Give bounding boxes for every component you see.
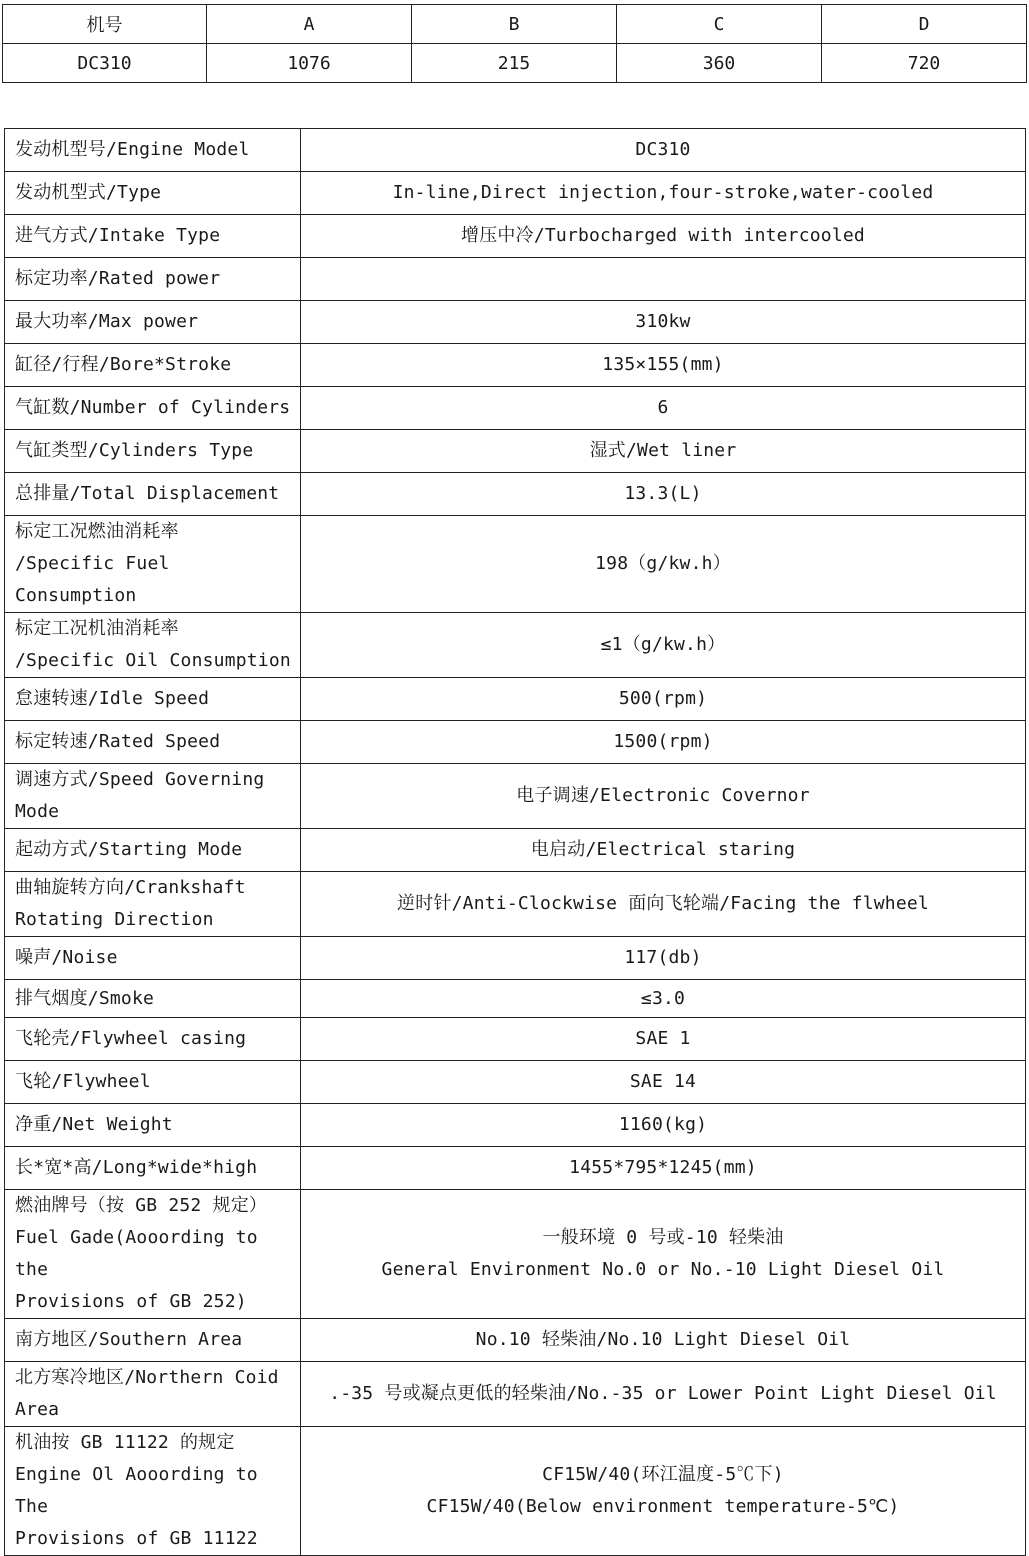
spec-row [5,344,1026,387]
spec-row [5,1427,1026,1556]
spec-label: 标定转速/Rated Speed [5,721,301,764]
spec-row [5,1362,1026,1427]
dimension-value-row [3,44,1027,83]
dimension-header-cell: B [412,5,617,44]
spec-label: 长*宽*高/Long*wide*high [5,1147,301,1190]
spec-row [5,613,1026,678]
spec-row [5,1147,1026,1190]
spec-value: 117(db) [301,937,1026,980]
dimension-header-cell: A [207,5,412,44]
spec-value: 500(rpm) [301,678,1026,721]
spec-label: 噪声/Noise [5,937,301,980]
dimension-value-cell: 1076 [207,44,412,83]
dimension-table [2,4,1027,83]
spec-label: 排气烟度/Smoke [5,980,301,1018]
spec-value: 增压中冷/Turbocharged with intercooled [301,215,1026,258]
spec-row [5,516,1026,613]
spec-value: 13.3(L) [301,473,1026,516]
spec-row [5,872,1026,937]
spec-label: 飞轮壳/Flywheel casing [5,1018,301,1061]
spec-label: 标定工况机油消耗率 /Specific Oil Consumption [5,613,301,678]
spec-value: No.10 轻柴油/No.10 Light Diesel Oil [301,1319,1026,1362]
spec-label: 气缸数/Number of Cylinders [5,387,301,430]
spec-row [5,258,1026,301]
spec-label: 气缸类型/Cylinders Type [5,430,301,473]
spec-row [5,1018,1026,1061]
spec-value: 1455*795*1245(mm) [301,1147,1026,1190]
spec-table-body [5,129,1026,1556]
spec-row [5,387,1026,430]
spec-value: 电子调速/Electronic Covernor [301,764,1026,829]
spec-label: 曲轴旋转方向/Crankshaft Rotating Direction [5,872,301,937]
spec-value: SAE 1 [301,1018,1026,1061]
spec-value: 1160(kg) [301,1104,1026,1147]
spec-label: 发动机型号/Engine Model [5,129,301,172]
spec-row [5,473,1026,516]
spec-row [5,980,1026,1018]
spec-row [5,1319,1026,1362]
spec-row [5,678,1026,721]
spec-value: In-line,Direct injection,four-stroke,water-cooled [301,172,1026,215]
spec-row [5,172,1026,215]
dimension-value-cell: DC310 [3,44,207,83]
spec-label: 怠速转速/Idle Speed [5,678,301,721]
spec-value: 135×155(mm) [301,344,1026,387]
dimension-value-cell: 360 [617,44,822,83]
spec-value: 310kw [301,301,1026,344]
spec-value: 湿式/Wet liner [301,430,1026,473]
spec-row [5,215,1026,258]
spec-label: 飞轮/Flywheel [5,1061,301,1104]
dimension-header-cell: C [617,5,822,44]
spec-value: 1500(rpm) [301,721,1026,764]
spec-label: 燃油牌号（按 GB 252 规定） Fuel Gade(Aooording to the Provisions of GB 252) [5,1190,301,1319]
spec-value: .-35 号或凝点更低的轻柴油/No.-35 or Lower Point Light Diesel Oil [301,1362,1026,1427]
spec-value: ≤3.0 [301,980,1026,1018]
spec-row [5,937,1026,980]
spec-value: 6 [301,387,1026,430]
dimension-header-cell: 机号 [3,5,207,44]
spec-label: 最大功率/Max power [5,301,301,344]
spec-value: SAE 14 [301,1061,1026,1104]
spec-label: 北方寒冷地区/Northern Coid Area [5,1362,301,1427]
spec-label: 标定功率/Rated power [5,258,301,301]
dimension-header-row [3,5,1027,44]
dimension-header-cell: D [822,5,1027,44]
dimension-value-cell: 720 [822,44,1027,83]
spec-row [5,829,1026,872]
spec-value: 逆时针/Anti-Clockwise 面向飞轮端/Facing the flwheel [301,872,1026,937]
spec-row [5,721,1026,764]
spec-value: CF15W/40(环江温度-5℃下) CF15W/40(Below environment temperature-5℃) [301,1427,1026,1556]
spec-row [5,301,1026,344]
spec-value: 电启动/Electrical staring [301,829,1026,872]
spec-value: 198（g/kw.h） [301,516,1026,613]
spec-value: 一般环境 0 号或-10 轻柴油 General Environment No.0 or No.-10 Light Diesel Oil [301,1190,1026,1319]
dimension-value-cell: 215 [412,44,617,83]
spec-row [5,1061,1026,1104]
spec-label: 机油按 GB 11122 的规定 Engine Ol Aooording to The Provisions of GB 11122 [5,1427,301,1556]
spec-row [5,1190,1026,1319]
spec-label: 标定工况燃油消耗率 /Specific Fuel Consumption [5,516,301,613]
spec-label: 发动机型式/Type [5,172,301,215]
engine-spec-table [4,128,1026,1556]
spec-value: DC310 [301,129,1026,172]
spec-label: 进气方式/Intake Type [5,215,301,258]
spec-label: 总排量/Total Displacement [5,473,301,516]
spec-row [5,129,1026,172]
spec-row [5,1104,1026,1147]
spec-row [5,430,1026,473]
spec-label: 起动方式/Starting Mode [5,829,301,872]
spec-label: 调速方式/Speed Governing Mode [5,764,301,829]
spec-label: 净重/Net Weight [5,1104,301,1147]
spec-label: 缸径/行程/Bore*Stroke [5,344,301,387]
spec-value: ≤1（g/kw.h） [301,613,1026,678]
spec-value [301,258,1026,301]
spec-row [5,764,1026,829]
spec-label: 南方地区/Southern Area [5,1319,301,1362]
